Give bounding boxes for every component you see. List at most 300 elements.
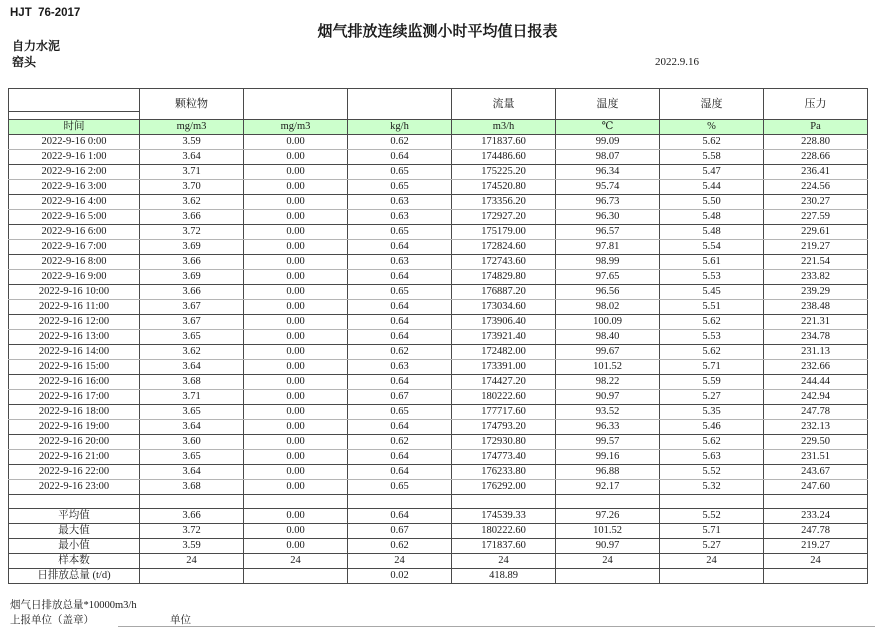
table-cell: 98.99 [556, 255, 660, 270]
table-cell: 5.53 [660, 330, 764, 345]
table-cell: 0.00 [244, 435, 348, 450]
table-cell: 0.63 [348, 210, 452, 225]
table-cell: 5.58 [660, 150, 764, 165]
table-cell: 418.89 [452, 569, 556, 584]
table-cell: 180222.60 [452, 390, 556, 405]
table-cell: 最大值 [9, 524, 140, 539]
unit-cell: mg/m3 [244, 120, 348, 135]
table-cell: 236.41 [764, 165, 868, 180]
group-header-cell [244, 89, 348, 120]
table-cell: 平均值 [9, 509, 140, 524]
unit-cell: m3/h [452, 120, 556, 135]
table-cell: 98.02 [556, 300, 660, 315]
table-cell: 232.66 [764, 360, 868, 375]
table-cell: 175179.00 [452, 225, 556, 240]
table-cell: 3.62 [140, 195, 244, 210]
table-cell: 3.64 [140, 360, 244, 375]
table-cell: 0.00 [244, 195, 348, 210]
table-cell: 0.00 [244, 135, 348, 150]
table-cell: 5.48 [660, 225, 764, 240]
table-cell: 0.00 [244, 450, 348, 465]
table-cell: 0.00 [244, 180, 348, 195]
table-cell: 224.56 [764, 180, 868, 195]
table-cell: 2022-9-16 11:00 [9, 300, 140, 315]
table-cell: 171837.60 [452, 135, 556, 150]
table-cell: 样本数 [9, 554, 140, 569]
table-cell: 229.50 [764, 435, 868, 450]
group-header-cell: 温度 [556, 89, 660, 120]
data-row [9, 270, 868, 285]
table-cell: 0.00 [244, 360, 348, 375]
table-cell: 97.26 [556, 509, 660, 524]
table-cell: 227.59 [764, 210, 868, 225]
table-cell: 24 [452, 554, 556, 569]
table-cell: 92.17 [556, 480, 660, 495]
table-cell: 174520.80 [452, 180, 556, 195]
table-cell: 0.00 [244, 539, 348, 554]
table-cell: 229.61 [764, 225, 868, 240]
data-row [9, 225, 868, 240]
table-cell: 0.62 [348, 539, 452, 554]
table-cell: 5.47 [660, 165, 764, 180]
table-cell: 0.63 [348, 360, 452, 375]
unit-label: 单位 [170, 615, 191, 626]
report-date: 2022.9.16 [655, 56, 699, 68]
table-cell: 98.07 [556, 150, 660, 165]
table-cell: 0.64 [348, 420, 452, 435]
table-cell: 0.62 [348, 345, 452, 360]
table-cell: 233.24 [764, 509, 868, 524]
data-row [9, 360, 868, 375]
table-cell: 5.46 [660, 420, 764, 435]
table-cell: 3.65 [140, 450, 244, 465]
table-cell: 3.71 [140, 165, 244, 180]
table-cell: 99.67 [556, 345, 660, 360]
table-cell: 2022-9-16 18:00 [9, 405, 140, 420]
table-cell: 173391.00 [452, 360, 556, 375]
table-cell: 3.59 [140, 135, 244, 150]
table-cell: 219.27 [764, 539, 868, 554]
table-cell: 5.62 [660, 345, 764, 360]
table-cell: 174793.20 [452, 420, 556, 435]
data-row [9, 450, 868, 465]
table-cell: 244.44 [764, 375, 868, 390]
unit-cell: Pa [764, 120, 868, 135]
table-cell: 2022-9-16 23:00 [9, 480, 140, 495]
group-header-cell [348, 89, 452, 120]
table-cell: 172927.20 [452, 210, 556, 225]
doc-code: HJT 76-2017 [10, 7, 81, 19]
table-cell: 3.70 [140, 180, 244, 195]
table-cell: 238.48 [764, 300, 868, 315]
table-cell: 234.78 [764, 330, 868, 345]
table-cell: 90.97 [556, 539, 660, 554]
table-cell: 173906.40 [452, 315, 556, 330]
table-cell: 2022-9-16 17:00 [9, 390, 140, 405]
table-cell: 0.00 [244, 150, 348, 165]
data-row [9, 300, 868, 315]
table-cell: 96.33 [556, 420, 660, 435]
table-cell: 0.64 [348, 315, 452, 330]
table-cell: 175225.20 [452, 165, 556, 180]
data-row [9, 240, 868, 255]
table-cell: 0.00 [244, 225, 348, 240]
table-cell: 0.64 [348, 150, 452, 165]
data-row [9, 330, 868, 345]
table-cell: 5.32 [660, 480, 764, 495]
table-cell: 233.82 [764, 270, 868, 285]
table-cell: 0.00 [244, 390, 348, 405]
table-cell: 176887.20 [452, 285, 556, 300]
company-name: 自力水泥 [12, 39, 61, 53]
table-cell [764, 495, 868, 509]
table-cell [660, 495, 764, 509]
table-cell [556, 569, 660, 584]
table-cell: 174539.33 [452, 509, 556, 524]
table-cell: 5.63 [660, 450, 764, 465]
table-cell: 0.00 [244, 405, 348, 420]
table-cell [764, 569, 868, 584]
table-cell: 3.66 [140, 210, 244, 225]
table-cell: 96.88 [556, 465, 660, 480]
footer-note: 烟气日排放总量*10000m3/h [10, 600, 137, 611]
table-cell: 172743.60 [452, 255, 556, 270]
table-cell: 2022-9-16 2:00 [9, 165, 140, 180]
table-cell: 247.60 [764, 480, 868, 495]
table-cell: 2022-9-16 7:00 [9, 240, 140, 255]
table-cell: 221.31 [764, 315, 868, 330]
table-cell: 97.65 [556, 270, 660, 285]
table-cell: 96.73 [556, 195, 660, 210]
table-cell: 99.09 [556, 135, 660, 150]
blank-row [9, 495, 868, 509]
table-cell: 0.65 [348, 480, 452, 495]
table-cell: 180222.60 [452, 524, 556, 539]
table-cell: 5.35 [660, 405, 764, 420]
data-row [9, 420, 868, 435]
table-cell: 5.53 [660, 270, 764, 285]
table-cell: 2022-9-16 6:00 [9, 225, 140, 240]
table-cell: 0.00 [244, 285, 348, 300]
table-cell: 228.80 [764, 135, 868, 150]
table-body [9, 135, 868, 584]
table-cell: 24 [556, 554, 660, 569]
table-cell: 3.72 [140, 225, 244, 240]
data-row [9, 465, 868, 480]
table-cell: 3.65 [140, 405, 244, 420]
table-cell: 2022-9-16 20:00 [9, 435, 140, 450]
unit-cell: mg/m3 [140, 120, 244, 135]
table-cell: 172824.60 [452, 240, 556, 255]
table-cell: 3.60 [140, 435, 244, 450]
table-cell: 0.64 [348, 270, 452, 285]
table-cell: 3.66 [140, 255, 244, 270]
table-cell: 172930.80 [452, 435, 556, 450]
table-cell: 98.22 [556, 375, 660, 390]
table-cell: 3.72 [140, 524, 244, 539]
table-cell: 0.67 [348, 524, 452, 539]
table-cell: 5.62 [660, 315, 764, 330]
table-cell: 171837.60 [452, 539, 556, 554]
table-cell: 242.94 [764, 390, 868, 405]
table-cell: 0.00 [244, 330, 348, 345]
table-cell: 2022-9-16 10:00 [9, 285, 140, 300]
table-cell [9, 495, 140, 509]
data-row [9, 345, 868, 360]
unit-header-row [9, 120, 868, 135]
table-cell: 2022-9-16 15:00 [9, 360, 140, 375]
table-cell [244, 495, 348, 509]
table-cell: 3.62 [140, 345, 244, 360]
table-cell: 3.69 [140, 270, 244, 285]
table-cell: 5.61 [660, 255, 764, 270]
table-cell: 2022-9-16 13:00 [9, 330, 140, 345]
bottom-divider [118, 626, 875, 627]
table-cell: 95.74 [556, 180, 660, 195]
table-cell: 93.52 [556, 405, 660, 420]
table-cell: 0.00 [244, 420, 348, 435]
table-cell: 3.67 [140, 300, 244, 315]
summary-row [9, 524, 868, 539]
table-cell: 98.40 [556, 330, 660, 345]
table-cell: 24 [660, 554, 764, 569]
table-cell: 0.00 [244, 300, 348, 315]
unit-cell: % [660, 120, 764, 135]
table-cell: 5.50 [660, 195, 764, 210]
summary-row [9, 554, 868, 569]
table-cell: 0.62 [348, 135, 452, 150]
table-cell: 231.51 [764, 450, 868, 465]
table-cell: 172482.00 [452, 345, 556, 360]
table-cell: 5.52 [660, 465, 764, 480]
header-split-line [9, 97, 139, 112]
table-cell: 24 [348, 554, 452, 569]
table-cell: 230.27 [764, 195, 868, 210]
summary-row [9, 539, 868, 554]
table-cell: 0.02 [348, 569, 452, 584]
table-cell: 24 [140, 554, 244, 569]
table-cell: 2022-9-16 14:00 [9, 345, 140, 360]
table-cell: 0.65 [348, 225, 452, 240]
table-cell: 174486.60 [452, 150, 556, 165]
table-cell: 0.67 [348, 390, 452, 405]
table-cell: 101.52 [556, 360, 660, 375]
table-cell: 173356.20 [452, 195, 556, 210]
table-cell: 0.00 [244, 210, 348, 225]
table-cell: 3.67 [140, 315, 244, 330]
table-cell: 3.68 [140, 375, 244, 390]
table-cell: 221.54 [764, 255, 868, 270]
table-cell: 3.66 [140, 509, 244, 524]
table-cell: 0.64 [348, 375, 452, 390]
summary-row [9, 569, 868, 584]
table-cell: 228.66 [764, 150, 868, 165]
table-cell: 0.00 [244, 375, 348, 390]
table-cell: 2022-9-16 5:00 [9, 210, 140, 225]
table-cell: 3.71 [140, 390, 244, 405]
table-cell: 0.64 [348, 509, 452, 524]
table-cell: 5.27 [660, 390, 764, 405]
table-cell: 174427.20 [452, 375, 556, 390]
unit-cell: kg/h [348, 120, 452, 135]
data-row [9, 150, 868, 165]
table-cell: 5.71 [660, 524, 764, 539]
table-cell: 5.59 [660, 375, 764, 390]
table-cell: 0.62 [348, 435, 452, 450]
data-row [9, 390, 868, 405]
station-name: 窑头 [12, 55, 37, 69]
table-cell: 0.00 [244, 509, 348, 524]
table-cell: 0.65 [348, 180, 452, 195]
table-cell: 5.48 [660, 210, 764, 225]
table-cell: 0.64 [348, 465, 452, 480]
table-cell: 0.00 [244, 240, 348, 255]
data-row [9, 480, 868, 495]
table-cell: 99.16 [556, 450, 660, 465]
table-cell: 2022-9-16 22:00 [9, 465, 140, 480]
table-cell: 5.62 [660, 135, 764, 150]
table-cell: 101.52 [556, 524, 660, 539]
page-title: 烟气排放连续监测小时平均值日报表 [317, 23, 558, 40]
table-cell: 243.67 [764, 465, 868, 480]
table-cell: 173921.40 [452, 330, 556, 345]
table-cell: 0.63 [348, 255, 452, 270]
table-cell: 247.78 [764, 405, 868, 420]
table-cell: 2022-9-16 19:00 [9, 420, 140, 435]
group-header-cell: 湿度 [660, 89, 764, 120]
table-cell: 219.27 [764, 240, 868, 255]
table-cell: 3.64 [140, 150, 244, 165]
table-cell: 5.52 [660, 509, 764, 524]
report-unit-label: 上报单位（盖章） [10, 615, 94, 626]
table-cell [348, 495, 452, 509]
table-cell: 0.00 [244, 165, 348, 180]
table-cell [140, 569, 244, 584]
data-row [9, 210, 868, 225]
table-cell: 0.65 [348, 405, 452, 420]
table-cell: 3.69 [140, 240, 244, 255]
table-cell: 177717.60 [452, 405, 556, 420]
table-cell: 2022-9-16 21:00 [9, 450, 140, 465]
table-cell: 日排放总量 (t/d) [9, 569, 140, 584]
table-cell: 3.59 [140, 539, 244, 554]
data-row [9, 435, 868, 450]
table-cell: 0.64 [348, 330, 452, 345]
table-cell: 90.97 [556, 390, 660, 405]
table-cell [244, 569, 348, 584]
table-cell: 2022-9-16 8:00 [9, 255, 140, 270]
table-cell: 5.62 [660, 435, 764, 450]
table-cell: 5.44 [660, 180, 764, 195]
table-cell: 0.64 [348, 300, 452, 315]
table-cell: 231.13 [764, 345, 868, 360]
data-row [9, 165, 868, 180]
table-cell: 96.56 [556, 285, 660, 300]
table-cell: 239.29 [764, 285, 868, 300]
table-cell: 0.00 [244, 315, 348, 330]
table-cell [452, 495, 556, 509]
data-row [9, 180, 868, 195]
monitoring-table [8, 88, 868, 584]
table-cell: 5.45 [660, 285, 764, 300]
table-cell: 96.30 [556, 210, 660, 225]
table-cell: 5.71 [660, 360, 764, 375]
table-cell: 0.63 [348, 195, 452, 210]
table-cell: 0.00 [244, 255, 348, 270]
table-cell: 176233.80 [452, 465, 556, 480]
data-row [9, 375, 868, 390]
unit-cell-time: 时间 [9, 120, 140, 135]
table-cell: 100.09 [556, 315, 660, 330]
table-cell: 3.64 [140, 420, 244, 435]
table-cell: 97.81 [556, 240, 660, 255]
table-cell: 0.00 [244, 270, 348, 285]
table-cell: 232.13 [764, 420, 868, 435]
group-header-cell: 颗粒物 [140, 89, 244, 120]
summary-row [9, 509, 868, 524]
table-cell: 5.54 [660, 240, 764, 255]
table-cell: 3.66 [140, 285, 244, 300]
table-cell: 0.65 [348, 165, 452, 180]
data-row [9, 135, 868, 150]
table-cell: 2022-9-16 12:00 [9, 315, 140, 330]
table-cell: 3.68 [140, 480, 244, 495]
table-cell: 2022-9-16 16:00 [9, 375, 140, 390]
table-cell: 最小值 [9, 539, 140, 554]
table-cell: 2022-9-16 0:00 [9, 135, 140, 150]
table-cell: 0.00 [244, 480, 348, 495]
data-row [9, 285, 868, 300]
table-cell: 24 [244, 554, 348, 569]
table-cell: 2022-9-16 1:00 [9, 150, 140, 165]
table-cell [140, 495, 244, 509]
table-cell: 2022-9-16 9:00 [9, 270, 140, 285]
table-cell: 5.51 [660, 300, 764, 315]
table-cell: 3.64 [140, 465, 244, 480]
data-row [9, 195, 868, 210]
table-cell: 99.57 [556, 435, 660, 450]
table-cell: 24 [764, 554, 868, 569]
data-row [9, 405, 868, 420]
table-cell: 96.57 [556, 225, 660, 240]
table-cell: 96.34 [556, 165, 660, 180]
data-row [9, 315, 868, 330]
table-cell: 0.00 [244, 465, 348, 480]
table-cell: 3.65 [140, 330, 244, 345]
table-cell [556, 495, 660, 509]
table-cell: 2022-9-16 4:00 [9, 195, 140, 210]
monitoring-table-wrap [8, 88, 868, 584]
table-cell: 0.64 [348, 240, 452, 255]
unit-cell: ℃ [556, 120, 660, 135]
table-cell: 247.78 [764, 524, 868, 539]
table-cell: 174829.80 [452, 270, 556, 285]
group-header-cell [9, 89, 140, 120]
table-cell: 2022-9-16 3:00 [9, 180, 140, 195]
table-cell: 0.65 [348, 285, 452, 300]
group-header-cell: 流量 [452, 89, 556, 120]
table-cell: 176292.00 [452, 480, 556, 495]
data-row [9, 255, 868, 270]
group-header-row [9, 89, 868, 120]
table-cell: 173034.60 [452, 300, 556, 315]
table-cell: 5.27 [660, 539, 764, 554]
table-cell: 0.00 [244, 345, 348, 360]
table-cell: 0.00 [244, 524, 348, 539]
table-cell [660, 569, 764, 584]
table-cell: 174773.40 [452, 450, 556, 465]
group-header-cell: 压力 [764, 89, 868, 120]
